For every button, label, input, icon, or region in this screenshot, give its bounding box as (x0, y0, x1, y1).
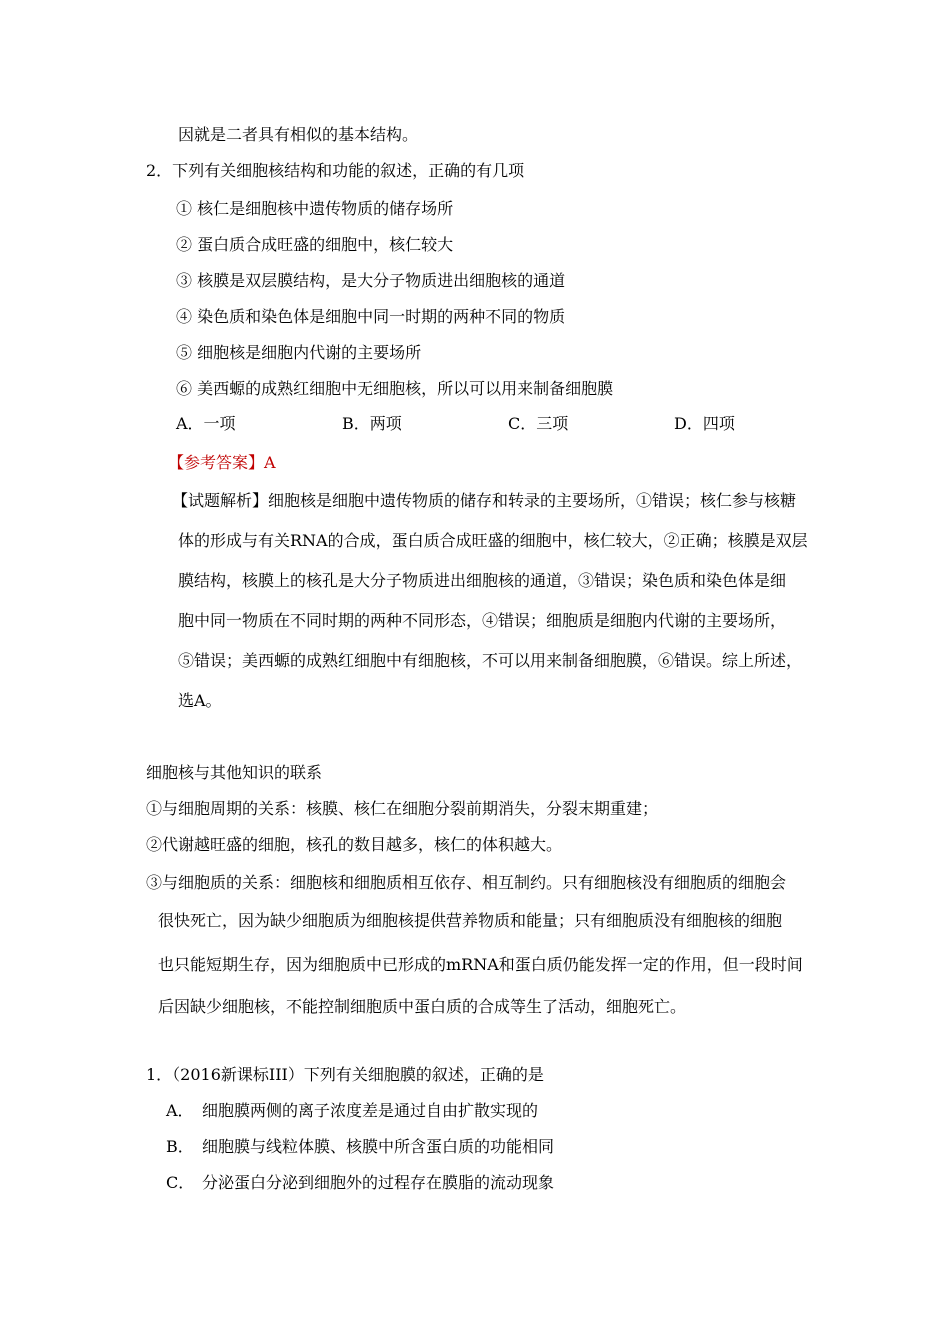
option-c: C．三项 (508, 414, 569, 433)
question-2-stem: 2．下列有关细胞核结构和功能的叙述，正确的有几项 (146, 161, 525, 180)
statement-1: ① 核仁是细胞核中遗传物质的储存场所 (176, 199, 454, 218)
knowledge-item-3-cont-1: 很快死亡，因为缺少细胞质为细胞核提供营养物质和能量；只有细胞质没有细胞核的细胞 (158, 911, 783, 930)
option-a: A．一项 (176, 414, 236, 433)
analysis-label: 【试题解析】 (172, 491, 269, 510)
intro-tail: 因就是二者具有相似的基本结构。 (178, 125, 419, 144)
q1-option-b-text: 细胞膜与线粒体膜、核膜中所含蛋白质的功能相同 (202, 1137, 555, 1156)
knowledge-item-3-cont-3: 后因缺少细胞核，不能控制细胞质中蛋白质的合成等生了活动，细胞死亡。 (158, 997, 687, 1016)
knowledge-item-3: ③与细胞质的关系：细胞核和细胞质相互依存、相互制约。只有细胞核没有细胞质的细胞会 (146, 873, 787, 892)
q1-option-a (166, 1100, 538, 1122)
answer-line (168, 452, 276, 474)
q1-option-a-text: 细胞膜两侧的离子浓度差是通过自由扩散实现的 (202, 1101, 539, 1120)
q1-option-a-letter: A． (166, 1101, 194, 1120)
q1-option-b (166, 1136, 554, 1158)
q1-option-b-letter: B． (166, 1137, 194, 1156)
statement-4: ④ 染色质和染色体是细胞中同一时期的两种不同的物质 (176, 307, 566, 326)
answer-value: A (264, 453, 276, 472)
option-d: D．四项 (674, 414, 735, 433)
statement-6: ⑥ 美西螈的成熟红细胞中无细胞核，所以可以用来制备细胞膜 (176, 379, 614, 398)
statement-2: ② 蛋白质合成旺盛的细胞中，核仁较大 (176, 235, 454, 254)
statement-3: ③ 核膜是双层膜结构，是大分子物质进出细胞核的通道 (176, 271, 566, 290)
analysis-line-6: 选A。 (178, 691, 222, 710)
knowledge-title: 细胞核与其他知识的联系 (146, 763, 323, 782)
analysis-text-1: 细胞核是细胞中遗传物质的储存和转录的主要场所，①错误；核仁参与核糖 (268, 491, 797, 510)
q1-option-c-text: 分泌蛋白分泌到细胞外的过程存在膜脂的流动现象 (202, 1173, 555, 1192)
analysis-line-4: 胞中同一物质在不同时期的两种不同形态，④错误；细胞质是细胞内代谢的主要场所， (178, 611, 787, 630)
answer-label: 【参考答案】 (168, 453, 265, 472)
q1-option-c (166, 1172, 554, 1194)
question-1-stem: 1．（2016新课标III）下列有关细胞膜的叙述，正确的是 (146, 1065, 544, 1084)
knowledge-item-2: ②代谢越旺盛的细胞，核孔的数目越多，核仁的体积越大。 (146, 835, 563, 854)
analysis-line-1 (172, 490, 796, 512)
q1-option-c-letter: C． (166, 1173, 195, 1192)
option-b: B．两项 (342, 414, 402, 433)
knowledge-item-3-cont-2: 也只能短期生存，因为细胞质中已形成的mRNA和蛋白质仍能发挥一定的作用，但一段时间 (158, 955, 803, 974)
analysis-line-2: 体的形成与有关RNA的合成，蛋白质合成旺盛的细胞中，核仁较大，②正确；核膜是双层 (178, 531, 808, 550)
knowledge-item-1: ①与细胞周期的关系：核膜、核仁在细胞分裂前期消失，分裂末期重建； (146, 799, 659, 818)
analysis-line-5: ⑤错误；美西螈的成熟红细胞中有细胞核，不可以用来制备细胞膜，⑥错误。综上所述， (178, 651, 803, 670)
analysis-line-3: 膜结构，核膜上的核孔是大分子物质进出细胞核的通道，③错误；染色质和染色体是细 (178, 571, 787, 590)
statement-5: ⑤ 细胞核是细胞内代谢的主要场所 (176, 343, 422, 362)
